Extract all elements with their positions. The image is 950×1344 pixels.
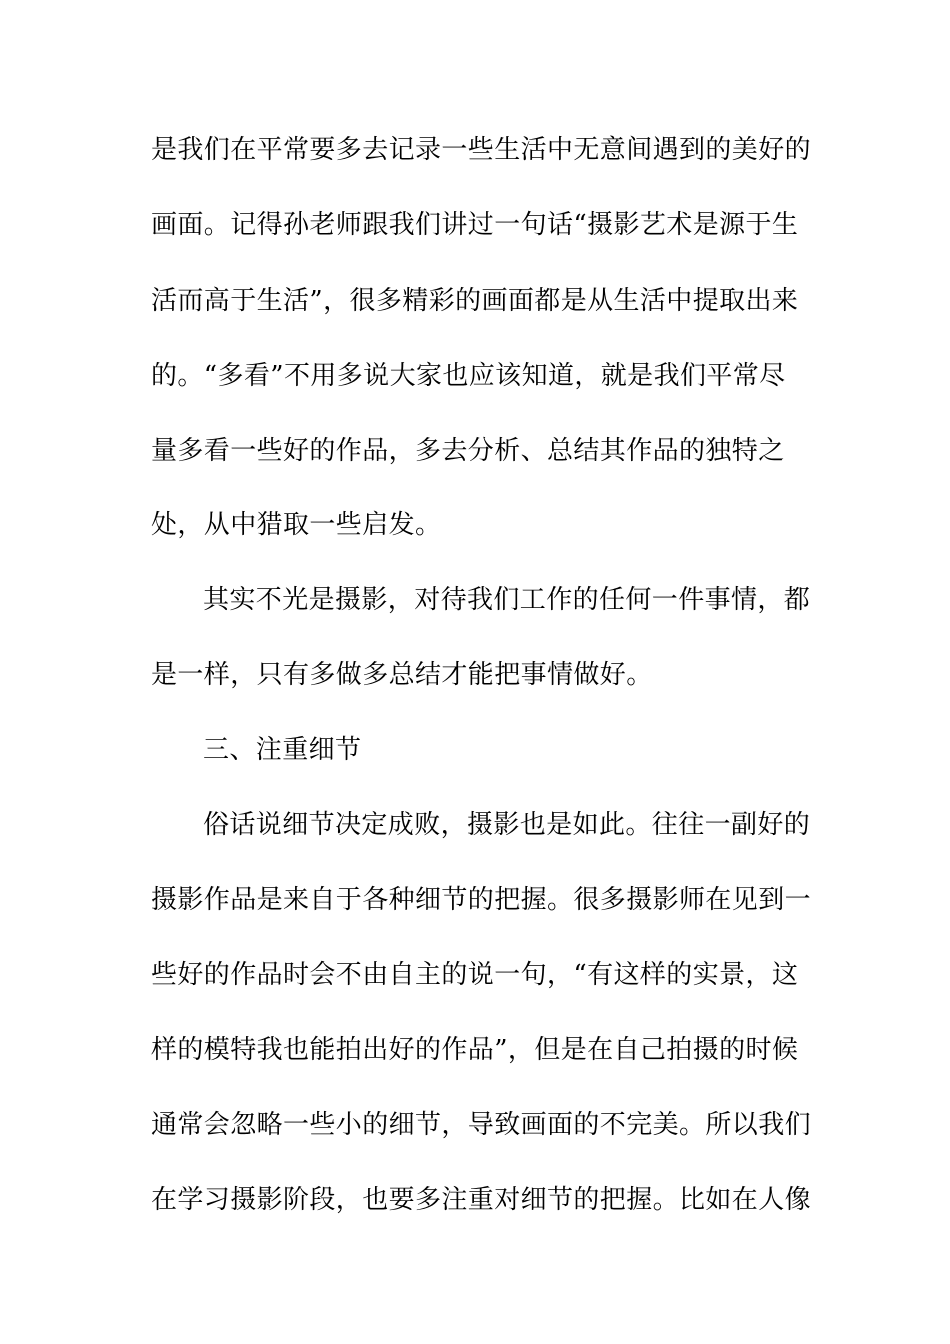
text-line: 通常会忽略一些小的细节，导致画面的不完美。所以我们	[151, 1110, 812, 1140]
text-line: 摄影作品是来自于各种细节的把握。很多摄影师在见到一	[151, 885, 812, 915]
text-line: 处，从中猎取一些启发。	[151, 510, 442, 540]
text-line: 活而高于生活”，很多精彩的画面都是从生活中提取出来	[151, 286, 799, 316]
text-line: 在学习摄影阶段，也要多注重对细节的把握。比如在人像	[151, 1185, 812, 1215]
paragraph-first-line: 其实不光是摄影，对待我们工作的任何一件事情，都	[203, 585, 811, 615]
text-line: 样的模特我也能拍出好的作品”，但是在自己拍摄的时候	[151, 1035, 799, 1065]
text-line: 的。“多看”不用多说大家也应该知道，就是我们平常尽	[151, 361, 786, 391]
section-heading: 三、注重细节	[203, 735, 362, 765]
text-line: 是我们在平常要多去记录一些生活中无意间遇到的美好的	[151, 135, 812, 165]
paragraph-first-line: 俗话说细节决定成败，摄影也是如此。往往一副好的	[203, 810, 811, 840]
text-line: 量多看一些好的作品，多去分析、总结其作品的独特之	[151, 436, 785, 466]
text-line: 画面。记得孙老师跟我们讲过一句话“摄影艺术是源于生	[151, 210, 799, 240]
text-line: 是一样，只有多做多总结才能把事情做好。	[151, 660, 653, 690]
text-line: 些好的作品时会不由自主的说一句，“有这样的实景，这	[151, 960, 799, 990]
